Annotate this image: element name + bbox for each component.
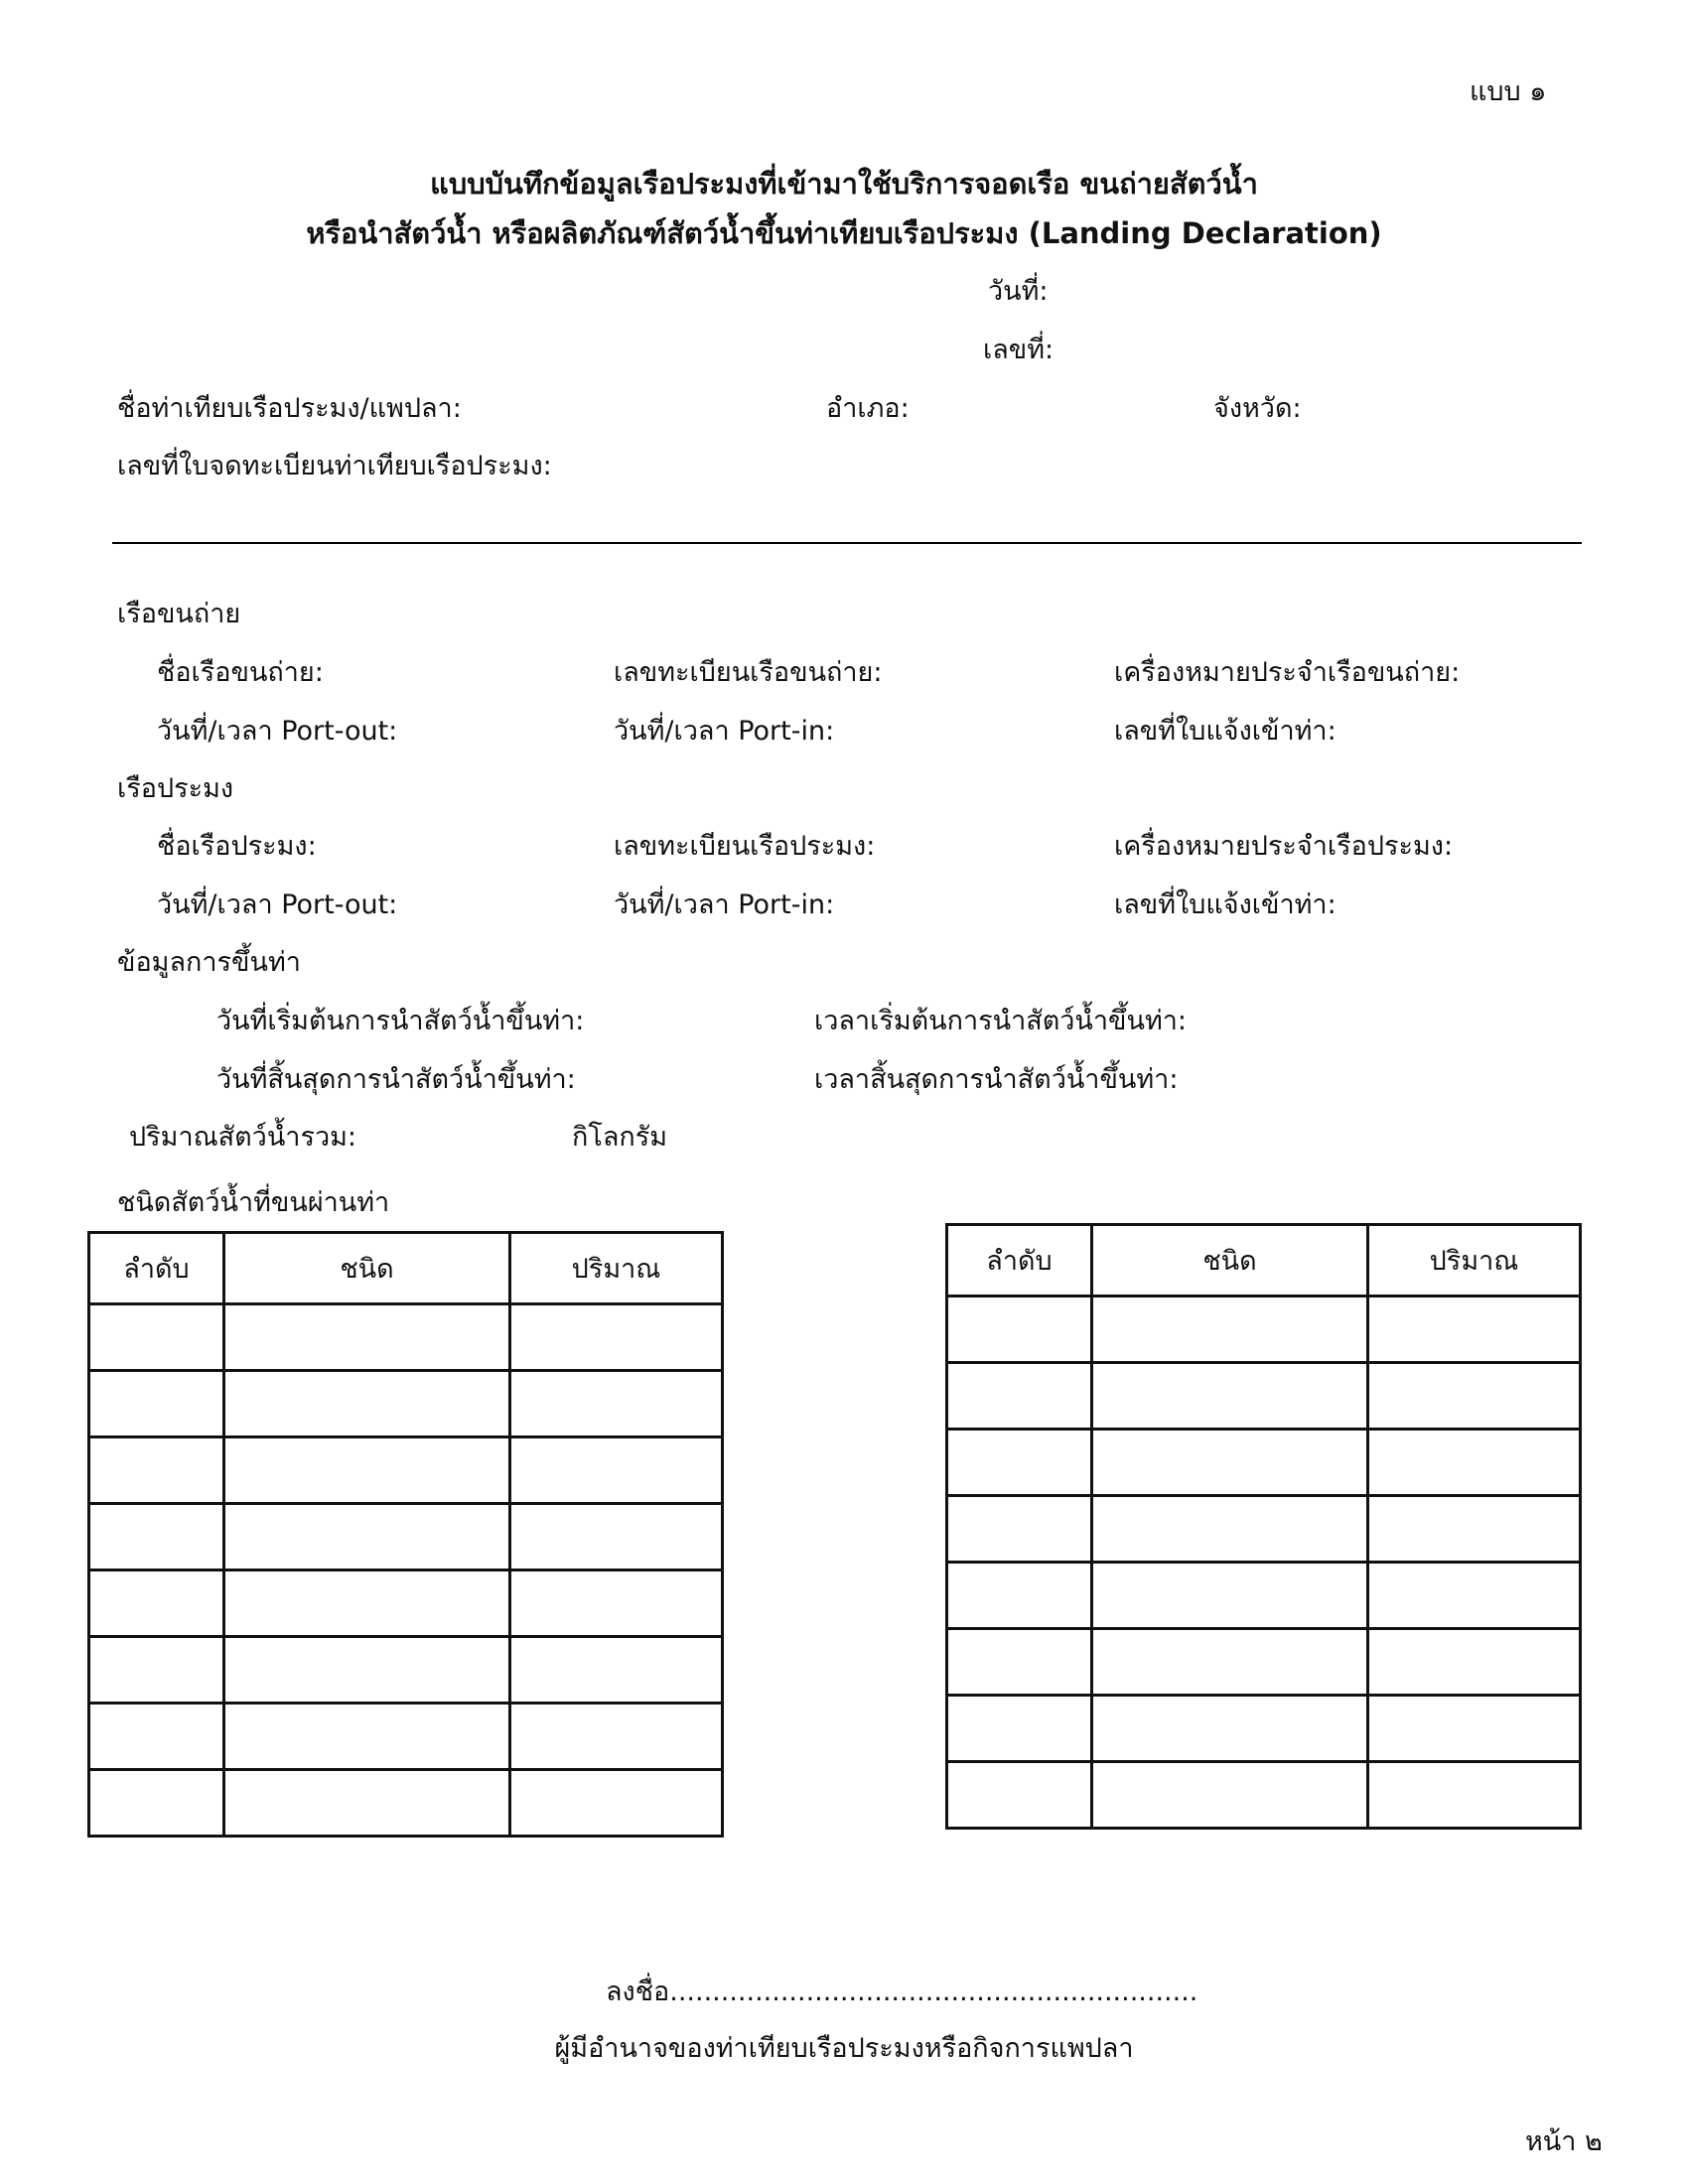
table-row — [89, 1637, 723, 1704]
quantity-cell[interactable] — [1368, 1430, 1581, 1496]
order-cell[interactable] — [947, 1430, 1092, 1496]
column-header-species: ชนิด — [1092, 1225, 1368, 1297]
carrier-notice-label: เลขที่ใบแจ้งเข้าท่า: — [1114, 716, 1336, 747]
landing-start-date-label: วันที่เริ่มต้นการนำสัตว์น้ำขึ้นท่า: — [216, 1006, 585, 1036]
species-cell[interactable] — [224, 1637, 510, 1704]
order-cell[interactable] — [89, 1304, 224, 1371]
quantity-cell[interactable] — [510, 1371, 723, 1437]
order-cell[interactable] — [947, 1563, 1092, 1629]
table-row — [947, 1363, 1581, 1430]
column-header-species: ชนิด — [224, 1233, 510, 1304]
quantity-cell[interactable] — [510, 1704, 723, 1770]
table-row — [947, 1430, 1581, 1496]
quantity-cell[interactable] — [1368, 1563, 1581, 1629]
landing-start-time-label: เวลาเริ่มต้นการนำสัตว์น้ำขึ้นท่า: — [814, 1006, 1188, 1036]
column-header-quantity: ปริมาณ — [510, 1233, 723, 1304]
fishing-vessel-name-label: ชื่อเรือประมง: — [157, 831, 317, 862]
fishing-vessel-port-in-label: วันที่/เวลา Port-in: — [614, 889, 835, 920]
carrier-port-in-label: วันที่/เวลา Port-in: — [614, 716, 835, 747]
fishing-vessel-registration-label: เลขทะเบียนเรือประมง: — [614, 831, 876, 862]
order-cell[interactable] — [89, 1504, 224, 1570]
column-header-order: ลำดับ — [89, 1233, 224, 1304]
fishing-vessel-heading: เรือประมง — [117, 773, 234, 804]
fishing-vessel-port-out-label: วันที่/เวลา Port-out: — [157, 889, 398, 920]
order-cell[interactable] — [89, 1637, 224, 1704]
column-header-quantity: ปริมาณ — [1368, 1225, 1581, 1297]
table-row — [947, 1696, 1581, 1762]
carrier-port-out-label: วันที่/เวลา Port-out: — [157, 716, 398, 747]
quantity-cell[interactable] — [1368, 1297, 1581, 1363]
table-row — [89, 1371, 723, 1437]
species-cell[interactable] — [224, 1570, 510, 1637]
quantity-cell[interactable] — [510, 1504, 723, 1570]
table-row — [947, 1563, 1581, 1629]
table-row — [89, 1770, 723, 1837]
species-cell[interactable] — [1092, 1496, 1368, 1563]
table-header-row — [947, 1225, 1581, 1297]
table-row — [89, 1570, 723, 1637]
fishing-vessel-mark-label: เครื่องหมายประจำเรือประมง: — [1114, 831, 1454, 862]
form-title-line2: หรือนำสัตว์น้ำ หรือผลิตภัณฑ์สัตว์น้ำขึ้นท่าเทียบเรือประมง (Landing Declaration) — [306, 216, 1382, 250]
date-label: วันที่: — [988, 276, 1049, 307]
fishing-vessel-notice-label: เลขที่ใบแจ้งเข้าท่า: — [1114, 889, 1336, 920]
quantity-cell[interactable] — [1368, 1762, 1581, 1829]
species-cell[interactable] — [224, 1437, 510, 1504]
order-cell[interactable] — [947, 1696, 1092, 1762]
quantity-cell[interactable] — [1368, 1629, 1581, 1696]
carrier-mark-label: เครื่องหมายประจำเรือขนถ่าย: — [1114, 657, 1461, 688]
species-cell[interactable] — [1092, 1430, 1368, 1496]
table-row — [947, 1496, 1581, 1563]
signatory-role: ผู้มีอำนาจของท่าเทียบเรือประมงหรือกิจการแพปลา — [554, 2033, 1134, 2064]
order-cell[interactable] — [947, 1297, 1092, 1363]
order-cell[interactable] — [89, 1437, 224, 1504]
section-divider — [112, 542, 1582, 544]
quantity-cell[interactable] — [510, 1570, 723, 1637]
total-quantity-label: ปริมาณสัตว์น้ำรวม: — [129, 1122, 356, 1153]
table-row — [89, 1437, 723, 1504]
landing-end-date-label: วันที่สิ้นสุดการนำสัตว์น้ำขึ้นท่า: — [216, 1064, 576, 1095]
order-cell[interactable] — [947, 1363, 1092, 1430]
signature-line: ลงชื่อ.............................................................. — [606, 1977, 1198, 2007]
species-cell[interactable] — [224, 1704, 510, 1770]
species-cell[interactable] — [224, 1770, 510, 1837]
number-label: เลขที่: — [983, 335, 1055, 365]
order-cell[interactable] — [89, 1371, 224, 1437]
form-code: แบบ ๑ — [1470, 76, 1547, 107]
order-cell[interactable] — [947, 1496, 1092, 1563]
order-cell[interactable] — [947, 1629, 1092, 1696]
landing-heading: ข้อมูลการขึ้นท่า — [117, 947, 301, 978]
table-row — [89, 1304, 723, 1371]
species-cell[interactable] — [1092, 1629, 1368, 1696]
quantity-cell[interactable] — [510, 1304, 723, 1371]
species-cell[interactable] — [1092, 1563, 1368, 1629]
table-row — [947, 1762, 1581, 1829]
quantity-cell[interactable] — [1368, 1496, 1581, 1563]
species-cell[interactable] — [224, 1304, 510, 1371]
species-table-left — [87, 1231, 724, 1838]
carrier-registration-label: เลขทะเบียนเรือขนถ่าย: — [614, 657, 883, 688]
table-row — [947, 1297, 1581, 1363]
quantity-unit: กิโลกรัม — [572, 1122, 668, 1153]
port-name-label: ชื่อท่าเทียบเรือประมง/แพปลา: — [117, 393, 462, 424]
province-label: จังหวัด: — [1213, 393, 1302, 424]
order-cell[interactable] — [89, 1770, 224, 1837]
quantity-cell[interactable] — [1368, 1696, 1581, 1762]
order-cell[interactable] — [89, 1704, 224, 1770]
landing-end-time-label: เวลาสิ้นสุดการนำสัตว์น้ำขึ้นท่า: — [814, 1064, 1179, 1095]
district-label: อำเภอ: — [826, 393, 910, 424]
quantity-cell[interactable] — [1368, 1363, 1581, 1430]
species-cell[interactable] — [1092, 1762, 1368, 1829]
column-header-order: ลำดับ — [947, 1225, 1092, 1297]
order-cell[interactable] — [89, 1570, 224, 1637]
carrier-heading: เรือขนถ่าย — [117, 599, 241, 629]
species-heading: ชนิดสัตว์น้ำที่ขนผ่านท่า — [117, 1187, 390, 1218]
quantity-cell[interactable] — [510, 1637, 723, 1704]
table-row — [89, 1704, 723, 1770]
quantity-cell[interactable] — [510, 1770, 723, 1837]
species-cell[interactable] — [1092, 1363, 1368, 1430]
table-row — [947, 1629, 1581, 1696]
species-cell[interactable] — [1092, 1297, 1368, 1363]
species-cell[interactable] — [224, 1371, 510, 1437]
page-number: หน้า ๒ — [1525, 2126, 1603, 2157]
carrier-name-label: ชื่อเรือขนถ่าย: — [157, 657, 324, 688]
species-cell[interactable] — [1092, 1696, 1368, 1762]
table-row — [89, 1504, 723, 1570]
port-license-label: เลขที่ใบจดทะเบียนท่าเทียบเรือประมง: — [117, 451, 552, 481]
species-table-right — [945, 1223, 1582, 1830]
form-title-line1: แบบบันทึกข้อมูลเรือประมงที่เข้ามาใช้บริการจอดเรือ ขนถ่ายสัตว์น้ำ — [430, 167, 1258, 201]
species-cell[interactable] — [224, 1504, 510, 1570]
order-cell[interactable] — [947, 1762, 1092, 1829]
table-header-row — [89, 1233, 723, 1304]
quantity-cell[interactable] — [510, 1437, 723, 1504]
